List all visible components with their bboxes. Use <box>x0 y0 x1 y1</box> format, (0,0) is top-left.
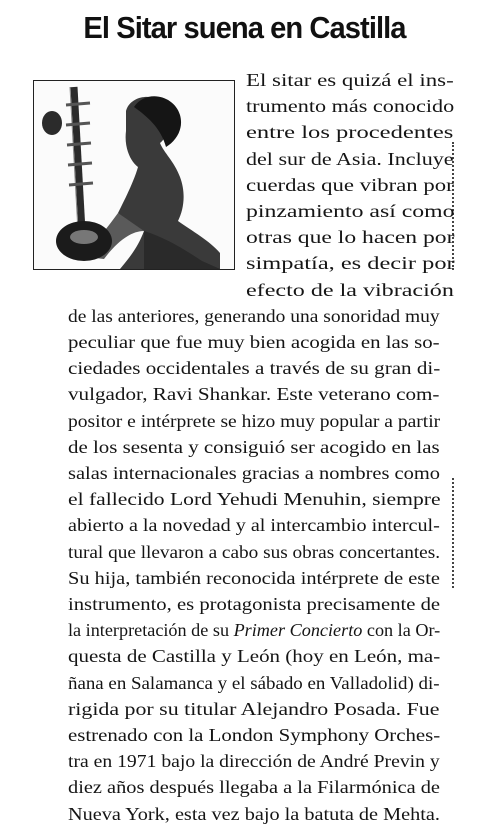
body-line: otras que lo hacen por <box>246 227 455 248</box>
body-line: ciedades occidentales a través de su gran di- <box>68 358 441 379</box>
column-divider-bottom <box>452 478 454 588</box>
sitar-photo <box>33 80 235 270</box>
body-line: vulgador, Ravi Shankar. Este veterano com- <box>68 384 440 405</box>
body-line: cuerdas que vibran por <box>246 174 454 195</box>
body-line: ñana en Salamanca y el sábado en Valladolid) di- <box>68 672 440 693</box>
body-line: tural que llevaron a cabo sus obras concertantes. <box>68 541 441 562</box>
body-line: abierto a la novedad y al intercambio intercul- <box>68 515 440 536</box>
body-line: salas internacionales gracias a nombres como <box>68 463 440 483</box>
body-line: estrenado con la London Symphony Orches- <box>68 725 441 745</box>
body-line: del sur de Asia. Incluye <box>246 148 454 169</box>
body-line: simpatía, es decir por <box>246 253 455 274</box>
body-line: entre los procedentes <box>246 122 454 143</box>
body-line: tra en 1971 bajo la dirección de André Previn y <box>68 751 440 772</box>
body-line: instrumento, es protagonista precisamente de <box>68 594 441 614</box>
body-line: Su hija, también reconocida intérprete de este <box>68 567 440 588</box>
body-line: El sitar es quizá el ins- <box>246 70 454 90</box>
body-line: pinzamiento así como <box>246 201 455 221</box>
body-line: la interpretación de su Primer Concierto con la Or- <box>68 620 441 641</box>
body-line: peculiar que fue muy bien acogida en las so- <box>68 332 440 352</box>
article-headline: El Sitar suena en Castilla <box>83 10 406 45</box>
body-line: Nueva York, esta vez bajo la batuta de Mehta. <box>68 803 440 824</box>
body-line: el fallecido Lord Yehudi Menuhin, siempre <box>68 489 441 510</box>
body-line: de los sesenta y consiguió ser acogido en las <box>68 436 440 457</box>
work-title: Primer Concierto <box>233 620 363 641</box>
body-line: efecto de la vibración <box>246 279 454 300</box>
body-line: diez años después llegaba a la Filarmónica de <box>68 777 440 798</box>
body-line: questa de Castilla y León (hoy en León, ma- <box>68 646 441 667</box>
body-line: positor e intérprete se hizo muy popular a partir <box>68 410 441 431</box>
body-line: de las anteriores, generando una sonoridad muy <box>68 305 440 326</box>
body-line: trumento más conocido <box>246 96 455 117</box>
body-line: rigida por su titular Alejandro Posada. Fue <box>68 698 440 719</box>
